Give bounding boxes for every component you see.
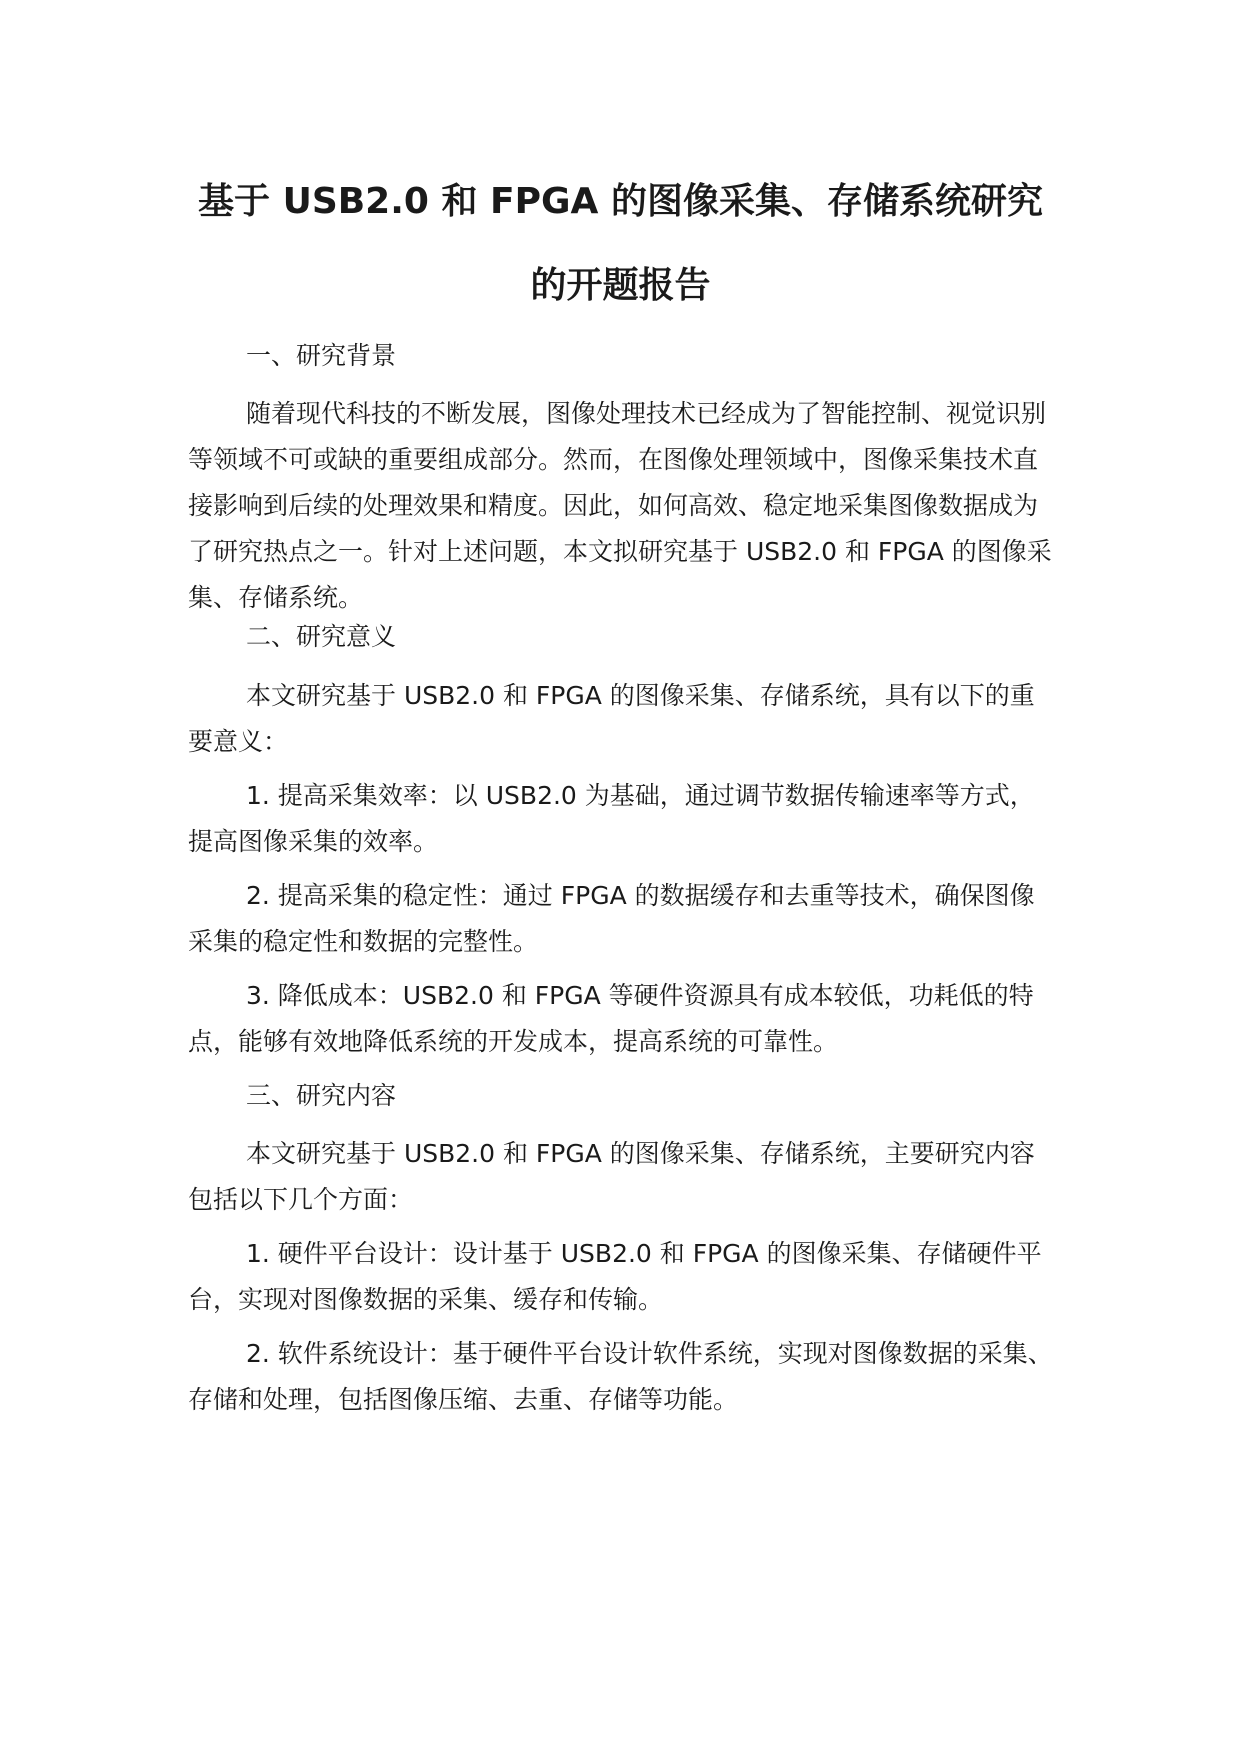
- paragraph-content-intro: 本文研究基于 USB2.0 和 FPGA 的图像采集、存储系统，主要研究内容包括以下几个方面：: [188, 1139, 1035, 1214]
- paragraph-background: 随着现代科技的不断发展，图像处理技术已经成为了智能控制、视觉识别等领域不可或缺的重要组成部分。然而，在图像处理领域中，图像采集技术直接影响到后续的处理效果和精度。因此，如何高效、稳定地采集图像数据成为了研究热点之一。针对上述问题，本文拟研究基于 USB2.0 和 FPGA 的图像采集、存储系统。: [188, 399, 1052, 612]
- paragraph-significance-intro: 本文研究基于 USB2.0 和 FPGA 的图像采集、存储系统，具有以下的重要意义：: [188, 681, 1035, 756]
- section-heading-significance: 二、研究意义: [246, 622, 397, 651]
- paragraph-significance-item-2: 2. 提高采集的稳定性：通过 FPGA 的数据缓存和去重等技术，确保图像采集的稳定性和数据的完整性。: [188, 881, 1035, 956]
- paragraph-significance-item-3: 3. 降低成本：USB2.0 和 FPGA 等硬件资源具有成本较低，功耗低的特点，能够有效地降低系统的开发成本，提高系统的可靠性。: [188, 981, 1034, 1056]
- document-title-line1: 基于 USB2.0 和 FPGA 的图像采集、存储系统研究: [198, 181, 1043, 222]
- document-title-line2: 的开题报告: [530, 265, 711, 306]
- paragraph-content-item-1: 1. 硬件平台设计：设计基于 USB2.0 和 FPGA 的图像采集、存储硬件平台，实现对图像数据的采集、缓存和传输。: [188, 1239, 1042, 1314]
- paragraph-content-item-2: 2. 软件系统设计：基于硬件平台设计软件系统，实现对图像数据的采集、存储和处理，包括图像压缩、去重、存储等功能。: [188, 1339, 1053, 1414]
- section-heading-content: 三、研究内容: [246, 1081, 397, 1110]
- paragraph-significance-item-1: 1. 提高采集效率：以 USB2.0 为基础，通过调节数据传输速率等方式，提高图像采集的效率。: [188, 781, 1035, 856]
- section-heading-background: 一、研究背景: [246, 341, 397, 370]
